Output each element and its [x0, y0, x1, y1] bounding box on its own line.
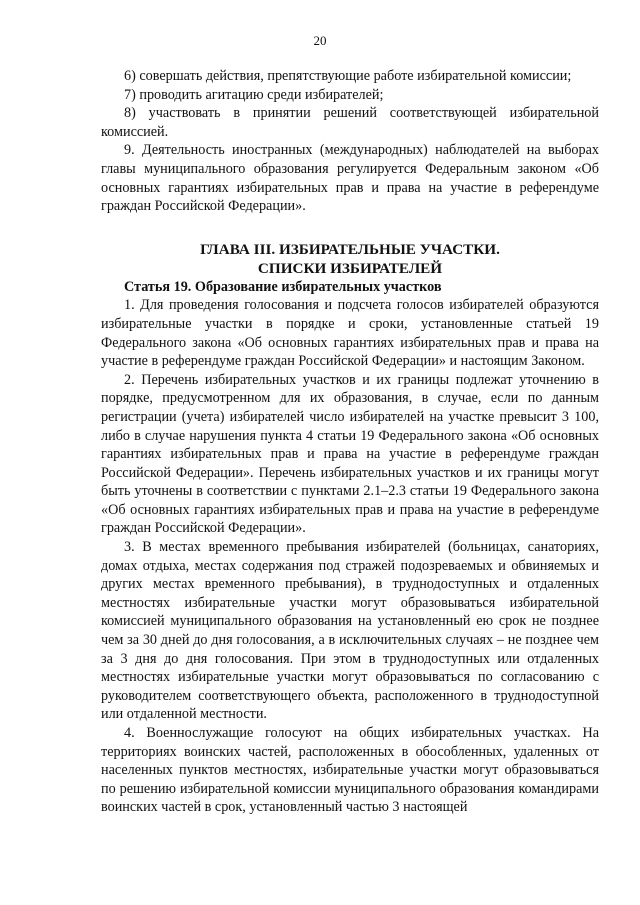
chapter-heading — [101, 240, 599, 278]
list-item: 6) совершать действия, препятствующие работе избирательной комиссии; — [124, 68, 572, 84]
chapter-heading-line: СПИСКИ ИЗБИРАТЕЛЕЙ — [257, 259, 443, 277]
paragraph: 3. В местах временного пребывания избирателей (больницах, санаториях, домах отдыха, местах содержания под стражей подозреваемых и обвиняемых и других местах временного пребывания), в труднодоступных и отдаленных местностях избирательные участки могут образовываться избирательной комиссией муниципального образования на установленный ею срок не позднее чем за 30 дней до дня голосования, а в исключительных случаях – не позднее чем за 3 дня до дня голосования. При этом в труднодоступных или отдаленных местностях избирательные участки могут образовываться по согласованию с руководителем соответствующего объекта, расположенного в труднодоступной или отдаленной местности. — [101, 539, 599, 723]
list-item: 8) участвовать в принятии решений соответствующей избирательной комиссией. — [101, 105, 599, 140]
paragraph: 4. Военнослужащие голосуют на общих избирательных участках. На территориях воинских частей, расположенных в обособленных, удаленных от населенных пунктов местностях, избирательные участки могут образовываться по решению избирательной комиссии муниципального образования командирами воинских частей в срок, установленный частью 3 настоящей — [101, 725, 599, 816]
list-item: 7) проводить агитацию среди избирателей; — [124, 86, 384, 103]
page-number: 20 — [313, 33, 327, 48]
article-title: Статья 19. Образование избирательных участков — [124, 278, 442, 295]
paragraph-point-9: 9. Деятельность иностранных (международных) наблюдателей на выборах главы муниципального образования регулируется Федеральным законом «Об основных гарантиях избирательных прав и права на участие в референдуме граждан Российской Федерации». — [101, 142, 599, 215]
chapter-heading-line: ГЛАВА III. ИЗБИРАТЕЛЬНЫЕ УЧАСТКИ. — [200, 240, 500, 258]
paragraph: 2. Перечень избирательных участков и их границы подлежат уточнению в порядке, предусмотренном для их образования, в случае, если по данным регистрации (учета) избирателей число избирателей на участке превысит 3 100, либо в случае нарушения пункта 4 статьи 19 Федерального закона «Об основных гарантиях избирательных прав и права на участие в референдуме граждан Российской Федерации». Перечень избирательных участков и их границы могут быть уточнены в соответствии с пунктами 2.1–2.3 статьи 19 Федерального закона «Об основных гарантиях избирательных прав и права на участие в референдуме граждан Российской Федерации». — [101, 371, 599, 537]
paragraph: 1. Для проведения голосования и подсчета голосов избирателей образуются избирательные участки в порядке и сроки, установленные статьей 19 Федерального закона «Об основных гарантиях избирательных прав и права на участие в референдуме граждан Российской Федерации» и настоящим Законом. — [101, 297, 599, 370]
document-body — [101, 67, 599, 817]
